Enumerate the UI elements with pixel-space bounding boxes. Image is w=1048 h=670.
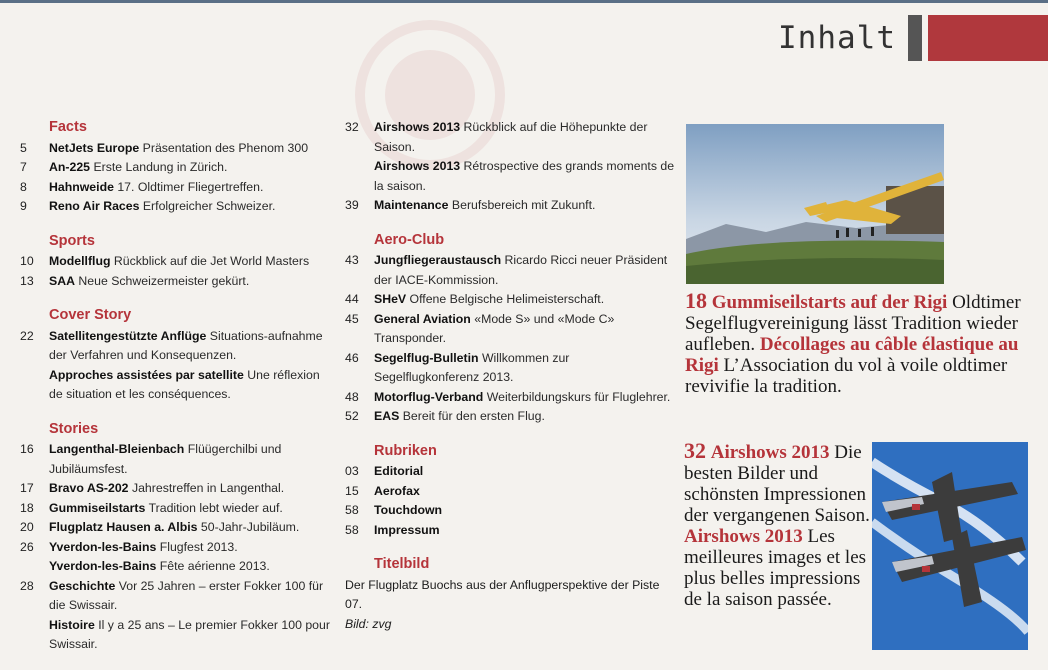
entry-description: Rückblick auf die Jet World Masters xyxy=(113,254,310,268)
entry-keyword: Aerofax xyxy=(374,483,420,498)
entry-keyword: Langenthal-Bleienbach xyxy=(49,442,185,456)
page-number: 5 xyxy=(20,140,27,155)
toc-entry[interactable] xyxy=(345,521,675,541)
entry-keyword: Airshows 2013 xyxy=(374,120,461,134)
page-number: 8 xyxy=(20,179,27,194)
page-number: 10 xyxy=(20,254,34,268)
toc-entry[interactable] xyxy=(20,139,330,159)
page-number: 17 xyxy=(20,481,34,495)
page-number: 22 xyxy=(20,328,34,343)
page-number: 58 xyxy=(345,522,359,537)
toc-entry[interactable] xyxy=(345,388,675,408)
entry-keyword: Yverdon-les-Bains xyxy=(49,559,157,573)
entry-description: Präsentation des Phenom 300 xyxy=(142,140,309,155)
entry-description: Erfolgreicher Schweizer. xyxy=(142,199,276,213)
entry-description: Flüügerchilbi und Jubiläumsfest. xyxy=(49,442,282,476)
page-header xyxy=(778,14,1048,62)
feature-airshows xyxy=(684,440,870,610)
toc-entry[interactable] xyxy=(345,157,675,196)
entry-description: Rétrospective des grands moments de la saison. xyxy=(374,159,675,193)
toc-entry[interactable] xyxy=(20,366,330,405)
toc-column-middle xyxy=(345,118,675,649)
page-number xyxy=(20,366,49,405)
toc-entry[interactable] xyxy=(345,349,675,388)
entry-description: Neue Schweizermeister gekürt. xyxy=(78,273,250,288)
glider-photo xyxy=(686,124,944,284)
feature-text: Die besten Bilder und schönsten Impressionen der vergangenen Saison. xyxy=(684,442,870,526)
toc-section xyxy=(20,306,330,405)
toc-entry[interactable] xyxy=(345,196,675,216)
toc-entry[interactable] xyxy=(20,158,330,178)
page-number: 52 xyxy=(345,409,359,423)
entry-description: 17. Oldtimer Fliegertreffen. xyxy=(117,179,264,194)
section-title: Aero-Club xyxy=(374,231,445,248)
entry-description: Vor 25 Jahren – erster Fokker 100 für die Swissair. xyxy=(49,578,324,612)
feature-text: Oldtimer Segelflugvereinigung lässt Tradition wieder aufleben. xyxy=(685,292,1021,355)
feature-text-fr: Les meilleures images et les plus belles impressions de la saison passée. xyxy=(684,526,867,610)
toc-entry[interactable] xyxy=(20,538,330,558)
page-number: 26 xyxy=(20,539,34,554)
section-title: Rubriken xyxy=(374,442,437,459)
page-number xyxy=(345,157,374,196)
toc-entry[interactable] xyxy=(20,616,330,655)
entry-keyword: Bravo AS-202 xyxy=(49,481,129,495)
toc-entry[interactable] xyxy=(345,407,675,427)
entry-keyword: NetJets Europe xyxy=(49,140,140,155)
toc-entry[interactable] xyxy=(20,577,330,616)
top-rule xyxy=(0,0,1048,3)
entry-keyword: Jungfliegeraustausch xyxy=(374,253,502,267)
entry-keyword: Reno Air Races xyxy=(49,199,140,213)
entry-description: «Mode S» und «Mode C» Transponder. xyxy=(374,311,615,345)
entry-keyword: SAA xyxy=(49,273,75,288)
toc-entry[interactable] xyxy=(345,251,675,290)
page-number: 20 xyxy=(20,520,34,534)
toc-section xyxy=(20,232,330,292)
toc-entry[interactable] xyxy=(20,272,330,292)
toc-section xyxy=(345,442,675,541)
photo-credit: Bild: zvg xyxy=(345,616,392,631)
entry-keyword: General Aviation xyxy=(374,311,471,326)
page-number: 28 xyxy=(20,578,34,593)
toc-entry[interactable] xyxy=(20,557,330,577)
page-number: 18 xyxy=(20,500,34,515)
toc-section xyxy=(20,420,330,655)
feature-title-fr: Airshows 2013 xyxy=(684,526,803,547)
entry-keyword: Editorial xyxy=(374,464,424,478)
toc-entry[interactable] xyxy=(20,327,330,366)
entry-description: Berufsbereich mit Zukunft. xyxy=(451,198,596,212)
page-number: 39 xyxy=(345,198,359,212)
entry-keyword: Touchdown xyxy=(374,503,443,517)
page-number: 46 xyxy=(345,350,359,365)
section-title: Cover Story xyxy=(49,307,132,323)
page-number: 16 xyxy=(20,442,34,456)
entry-keyword: Gummiseilstarts xyxy=(49,500,146,515)
page-number: 15 xyxy=(345,483,359,498)
header-bar-red xyxy=(928,15,1048,61)
page-number xyxy=(20,616,49,655)
toc-entry[interactable] xyxy=(345,462,675,482)
entry-description: Une réflexion de situation et les conséquences. xyxy=(49,367,320,401)
toc-entry[interactable] xyxy=(345,310,675,349)
entry-description: Erste Landung in Zürich. xyxy=(93,160,228,174)
entry-description: Rückblick auf die Höhepunkte der Saison. xyxy=(374,120,648,154)
entry-keyword: EAS xyxy=(374,409,400,423)
entry-description: Bereit für den ersten Flug. xyxy=(402,409,545,423)
page-number: 45 xyxy=(345,311,359,326)
section-title: Sports xyxy=(49,232,95,249)
entry-keyword: Maintenance xyxy=(374,198,449,212)
toc-entry[interactable] xyxy=(345,482,675,502)
entry-keyword: Modellflug xyxy=(49,254,111,268)
page-number: 7 xyxy=(20,160,27,174)
toc-entry[interactable] xyxy=(345,501,675,521)
page-number: 48 xyxy=(345,389,359,404)
toc-section-titelbild xyxy=(345,555,675,634)
airshow-photo xyxy=(872,442,1028,650)
toc-entry[interactable] xyxy=(20,518,330,538)
toc-entry[interactable] xyxy=(20,252,330,272)
page-number: 9 xyxy=(20,199,27,213)
toc-entry[interactable] xyxy=(345,290,675,310)
entry-description: Il y a 25 ans – Le premier Fokker 100 pour Swissair. xyxy=(49,617,330,651)
entry-description: Fête aérienne 2013. xyxy=(159,559,270,573)
section-title: Stories xyxy=(49,420,99,437)
toc-section xyxy=(345,231,675,427)
entry-keyword: Geschichte xyxy=(49,578,116,593)
entry-description: Offene Belgische Helimeisterschaft. xyxy=(409,292,605,306)
entry-description: 50-Jahr-Jubiläum. xyxy=(200,520,300,534)
feature-gummiseilstarts xyxy=(685,290,1041,397)
page-number: 58 xyxy=(345,503,359,517)
page-number: 44 xyxy=(345,292,359,306)
entry-keyword: Flugplatz Hausen a. Albis xyxy=(49,520,198,534)
page-title: Inhalt xyxy=(778,20,896,56)
entry-keyword: Segelflug-Bulletin xyxy=(374,350,479,365)
entry-description: Jahrestreffen in Langenthal. xyxy=(131,481,285,495)
entry-keyword: Motorflug-Verband xyxy=(374,389,484,404)
entry-description: Situations-aufnahme der Verfahren und Konsequenzen. xyxy=(49,328,323,362)
feature-title: Airshows 2013 xyxy=(710,442,830,463)
page-number: 32 xyxy=(345,120,359,134)
page-number: 43 xyxy=(345,253,359,267)
entry-description: Ricardo Ricci neuer Präsident der IACE-Kommission. xyxy=(374,253,668,287)
feature-title: Gummiseilstarts auf der Rigi xyxy=(711,292,948,313)
entry-keyword: Airshows 2013 xyxy=(374,159,461,173)
header-bar-dark xyxy=(908,15,922,61)
toc-entry[interactable] xyxy=(345,118,675,157)
toc-entry[interactable] xyxy=(20,197,330,217)
toc-entry[interactable] xyxy=(20,499,330,519)
feature-title-fr: Décollages au câble élastique au Rigi xyxy=(685,334,1019,376)
section-title: Titelbild xyxy=(374,556,430,572)
entry-description: Willkommen zur Segelflugkonferenz 2013. xyxy=(374,350,570,384)
entry-keyword: Impressum xyxy=(374,522,440,537)
toc-column-left xyxy=(20,118,330,670)
entry-keyword: Approches assistées par satellite xyxy=(49,367,244,382)
feature-page-number: 18 xyxy=(685,288,707,313)
entry-keyword: Yverdon-les-Bains xyxy=(49,539,157,554)
toc-entry[interactable] xyxy=(20,479,330,499)
page-number: 13 xyxy=(20,273,34,288)
entry-keyword: Satellitengestützte Anflüge xyxy=(49,328,207,343)
entry-keyword: An-225 xyxy=(49,160,91,174)
titelbild-caption: Der Flugplatz Buochs aus der Anflugperspektive der Piste 07. xyxy=(345,577,660,611)
page-number: 03 xyxy=(345,464,359,478)
entry-keyword: SHeV xyxy=(374,292,407,306)
toc-entry[interactable] xyxy=(20,440,330,479)
entry-description: Flugfest 2013. xyxy=(159,539,238,554)
toc-section xyxy=(20,118,330,217)
feature-page-number: 32 xyxy=(684,438,706,463)
entry-description: Tradition lebt wieder auf. xyxy=(148,500,283,515)
entry-description: Weiterbildungskurs für Fluglehrer. xyxy=(486,389,671,404)
entry-keyword: Histoire xyxy=(49,617,95,632)
toc-section xyxy=(345,118,675,216)
page-number xyxy=(20,557,49,577)
entry-keyword: Hahnweide xyxy=(49,179,114,194)
toc-entry[interactable] xyxy=(20,178,330,198)
section-title: Facts xyxy=(49,119,87,135)
feature-text-fr: L’Association du vol à voile oldtimer revivifie la tradition. xyxy=(685,355,1008,397)
